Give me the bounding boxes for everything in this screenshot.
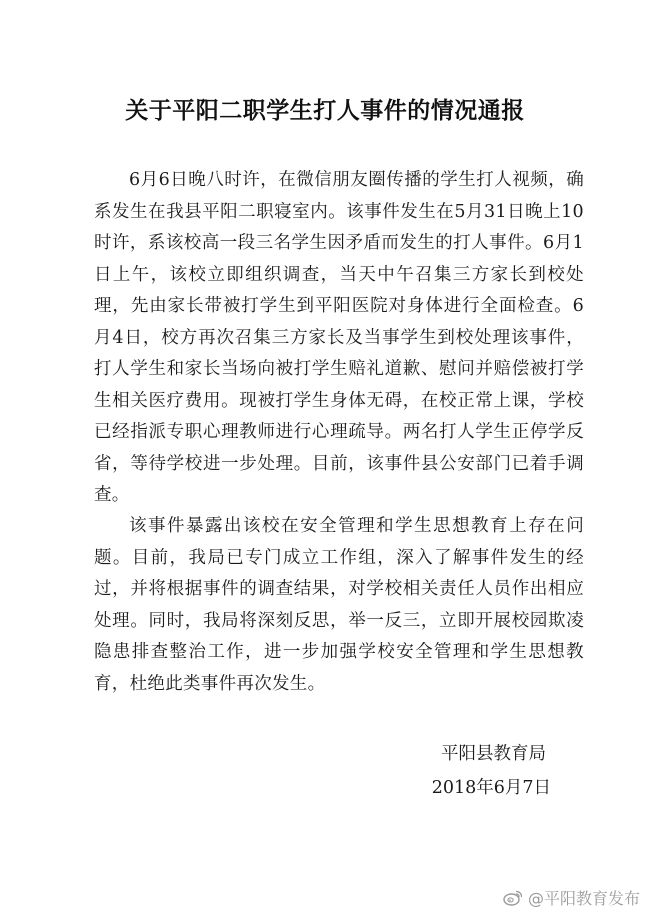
- watermark-text: @平阳教育发布: [527, 889, 640, 908]
- weibo-icon: [503, 889, 523, 906]
- signature-date: 2018年6月7日: [431, 778, 551, 798]
- document-title: 关于平阳二职学生打人事件的情况通报: [125, 98, 525, 124]
- paragraph-response-measures: 该事件暴露出该校在安全管理和学生思想教育上存在问题。目前，我局已专门成立工作组，深入了解事件发生的经过，并将根据事件的调查结果，对学校相关责任人员作出相应处理。同时，我局将深刻反思，举一反三，立即开展校园欺凌隐患排查整治工作，进一步加强学校安全管理和学生思想教育，杜绝此类事件再次发生。: [94, 516, 584, 694]
- weibo-watermark: [503, 886, 640, 909]
- paragraph-incident-details: 6月6日晚八时许，在微信朋友圈传播的学生打人视频，确系发生在我县平阳二职寝室内。该事件发生在5月31日晚上10时许，系该校高一段三名学生因矛盾而发生的打人事件。6月1日上午，该校立即组织调查，当天中午召集三方家长到校处理，先由家长带被打学生到平阳医院对身体进行全面检查。6月4日，校方再次召集三方家长及当事学生到校处理该事件，打人学生和家长当场向被打学生赔礼道歉、慰问并赔偿被打学生相关医疗费用。现被打学生身体无碍，在校正常上课，学校已经指派专职心理教师进行心理疏导。两名打人学生正停学反省，等待学校进一步处理。目前，该事件县公安部门已着手调查。: [94, 170, 584, 505]
- signature-organization: 平阳县教育局: [441, 744, 546, 764]
